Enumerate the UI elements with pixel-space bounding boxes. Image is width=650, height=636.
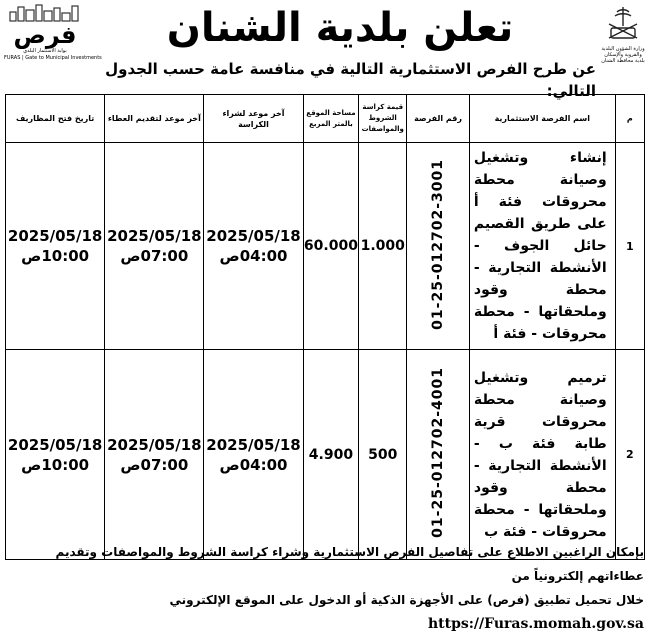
municipality-text: بلدية محافظة الشنان [601, 58, 645, 64]
footer-line-2 [4, 588, 644, 636]
site-area: 4.900 [303, 350, 359, 560]
buy-time: 04:00ص [219, 455, 288, 474]
buy-deadline-cell [204, 350, 303, 560]
row-num: 1 [615, 143, 644, 350]
open-time: 10:00ص [21, 247, 90, 265]
opportunity-name: إنشاء وتشغيل وصيانة محطة محروقات فئة أ على طريق القصيم حائل الجوف - الأنشطة التجارية - محطة وقود وملحقاتها - محطة محروقات - فئة أ [473, 150, 607, 342]
submit-deadline-cell [105, 350, 204, 560]
ministry-logo [600, 4, 646, 72]
page-title: تعلن بلدية الشنان [166, 5, 514, 51]
opportunities-table [5, 94, 645, 560]
row-id-cell [407, 143, 470, 350]
table-row [6, 143, 645, 350]
opportunity-name: ترميم وتشغيل وصيانة محطة محروقات قرية طابة فئة ب - الأنشطة التجارية - محطة وقود وملحقاتها - محطة محروقات - فئة ب [473, 369, 607, 540]
open-date-cell [6, 143, 105, 350]
submit-deadline-cell [105, 143, 204, 350]
submit-time: 07:00ص [120, 247, 189, 265]
row-id-cell [407, 350, 470, 560]
footer-line-2-text: خلال تحميل تطبيق (فرص) على الأجهزة الذكية أو الدخول على الموقع الإلكتروني [169, 593, 644, 607]
open-date: 2025/05/18 [7, 435, 103, 454]
col-name: اسم الفرصة الاستثمارية [469, 95, 615, 143]
submit-date: 2025/05/18 [107, 227, 202, 245]
city-skyline-icon [8, 4, 82, 22]
submit-time: 07:00ص [120, 455, 189, 474]
website-link[interactable]: https://Furas.momah.gov.sa [427, 616, 644, 632]
opportunity-id: 01-25-012702-4001 [430, 367, 447, 538]
col-num: م [615, 95, 644, 143]
booklet-price: 1.000 [359, 143, 407, 350]
submit-date: 2025/05/18 [107, 435, 202, 454]
buy-deadline-cell [204, 143, 303, 350]
col-id: رقم الفرصة [407, 95, 470, 143]
furas-logo [4, 4, 102, 72]
row-num: 2 [615, 350, 644, 560]
buy-date: 2025/05/18 [206, 227, 301, 245]
open-time: 10:00ص [21, 455, 90, 474]
furas-brand: فرص [13, 21, 77, 49]
row-name-cell [469, 143, 615, 350]
table-row [6, 350, 645, 560]
row-name-cell [469, 350, 615, 560]
furas-tagline-en: FURAS | Gate to Municipal Investments [4, 55, 102, 61]
page-subtitle: عن طرح الفرص الاستثمارية التالية في منافسة عامة حسب الجدول التالي: [105, 60, 596, 100]
col-area: مساحة الموقع بالمتر المربع [303, 95, 359, 143]
footer-note [4, 540, 644, 636]
open-date: 2025/05/18 [7, 227, 103, 245]
col-price: قيمة كراسة الشروط والمواصفات [359, 95, 407, 143]
buy-date: 2025/05/18 [206, 435, 301, 454]
col-buy-deadline: آخر موعد لشراء الكراسة [204, 95, 303, 143]
opportunity-id: 01-25-012702-3001 [430, 158, 447, 330]
col-submit-deadline: آخر موعد لتقديم العطاء [105, 95, 204, 143]
site-area: 60.000 [303, 143, 359, 350]
col-open-date: تاريخ فتح المظاريف [6, 95, 105, 143]
saudi-emblem-icon [603, 4, 643, 42]
table-header-row [6, 95, 645, 143]
footer-line-1: بإمكان الراغبين الاطلاع على تفاصيل الفرص الاستثمارية وشراء كراسة الشروط والمواصفات وتقديم عطاءاتهم إلكترونياً من [55, 545, 644, 583]
ministry-text: وزارة الشؤون البلدية والقروية والإسكان [601, 46, 645, 58]
buy-time: 04:00ص [219, 247, 288, 265]
furas-tagline: بوابة الاستثمار البلدي [23, 48, 67, 54]
booklet-price: 500 [359, 350, 407, 560]
open-date-cell [6, 350, 105, 560]
